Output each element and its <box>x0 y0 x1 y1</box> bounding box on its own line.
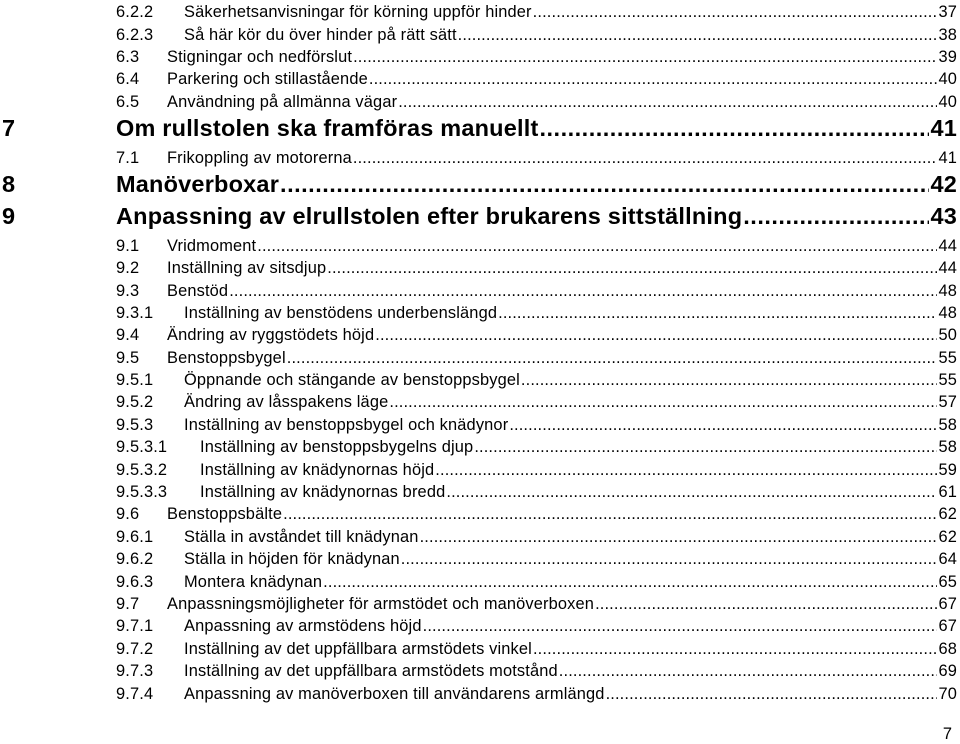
toc-entry-number: 9.7 <box>116 595 140 613</box>
dot-leader <box>423 618 938 634</box>
toc-entry-number: 9.6.3 <box>116 573 154 591</box>
toc-entry-title: Ändring av ryggstödets höjd <box>167 326 375 344</box>
toc-entry[interactable] <box>116 237 957 255</box>
toc-entry-page-number: 62 <box>938 528 957 546</box>
toc-entry[interactable] <box>2 203 957 229</box>
dot-leader <box>375 327 937 343</box>
dot-leader <box>280 173 929 197</box>
toc-entry-page-number: 65 <box>938 573 957 591</box>
toc-entry-title: Ändring av låsspakens läge <box>184 393 389 411</box>
toc-entry-page-number: 38 <box>938 26 957 44</box>
toc-entry[interactable] <box>2 171 957 197</box>
toc-entry-number: 9 <box>2 203 16 229</box>
toc-entry-page-number: 43 <box>930 203 957 229</box>
dot-leader <box>559 663 938 679</box>
toc-entry[interactable] <box>116 371 957 389</box>
toc-entry-number: 9.5.3.2 <box>116 461 168 479</box>
toc-entry[interactable] <box>116 304 957 322</box>
toc-entry[interactable] <box>116 259 957 277</box>
dot-leader <box>323 574 937 590</box>
toc-entry-number: 9.5.1 <box>116 371 154 389</box>
toc-entry-number: 6.4 <box>116 70 140 88</box>
dot-leader <box>420 529 938 545</box>
toc-entry[interactable] <box>116 550 957 568</box>
toc-entry[interactable] <box>116 393 957 411</box>
toc-entry[interactable] <box>116 595 957 613</box>
toc-entry-number: 7.1 <box>116 149 140 167</box>
toc-entry-page-number: 48 <box>938 304 957 322</box>
toc-entry-title: Inställning av knädynornas bredd <box>200 483 446 501</box>
toc-entry[interactable] <box>116 528 957 546</box>
dot-leader <box>353 49 937 65</box>
toc-entry[interactable] <box>2 115 957 141</box>
toc-entry-page-number: 50 <box>938 326 957 344</box>
toc-entry-page-number: 69 <box>938 662 957 680</box>
dot-leader <box>353 150 938 166</box>
toc-entry[interactable] <box>116 70 957 88</box>
toc-entry-title: Inställning av sitsdjup <box>167 259 327 277</box>
toc-entry-page-number: 58 <box>938 416 957 434</box>
dot-leader <box>540 117 930 141</box>
toc-entry-page-number: 40 <box>938 70 957 88</box>
toc-entry-title: Inställning av benstödens underbenslängd <box>184 304 498 322</box>
toc-entry-number: 9.1 <box>116 237 140 255</box>
toc-entry[interactable] <box>116 93 957 111</box>
toc-entry[interactable] <box>116 617 957 635</box>
dot-leader <box>327 260 937 276</box>
toc-entry-page-number: 41 <box>938 149 957 167</box>
toc-entry-title: Benstoppsbälte <box>167 505 283 523</box>
toc-entry-page-number: 61 <box>938 483 957 501</box>
toc-entry[interactable] <box>116 505 957 523</box>
toc-entry-title: Inställning av det uppfällbara armstödets vinkel <box>184 640 532 658</box>
dot-leader <box>229 283 937 299</box>
dot-leader <box>533 4 938 20</box>
toc-entry-number: 6.2.3 <box>116 26 154 44</box>
toc-entry-title: Om rullstolen ska framföras manuellt <box>116 115 539 141</box>
toc-entry-page-number: 44 <box>938 237 957 255</box>
toc-entry-title: Benstoppsbygel <box>167 349 286 367</box>
toc-entry-number: 9.6.1 <box>116 528 154 546</box>
toc-entry-number: 6.5 <box>116 93 140 111</box>
toc-entry-number: 9.7.1 <box>116 617 154 635</box>
toc-entry-number: 9.5.3.1 <box>116 438 168 456</box>
toc-entry-title: Inställning av det uppfällbara armstödets motstånd <box>184 662 558 680</box>
toc-entry-page-number: 67 <box>938 617 957 635</box>
toc-entry-title: Stigningar och nedförslut <box>167 48 353 66</box>
toc-entry[interactable] <box>116 438 957 456</box>
toc-entry-number: 9.5.3.3 <box>116 483 168 501</box>
toc-entry-page-number: 68 <box>938 640 957 658</box>
toc-entry-number: 6.2.2 <box>116 3 154 21</box>
toc-entry-title: Anpassningsmöjligheter för armstödet och manöverboxen <box>167 595 595 613</box>
dot-leader <box>435 462 937 478</box>
dot-leader <box>498 305 937 321</box>
dot-leader <box>521 372 938 388</box>
toc-entry[interactable] <box>116 483 957 501</box>
toc-entry-number: 9.7.2 <box>116 640 154 658</box>
toc-entry-title: Ställa in höjden för knädynan <box>184 550 400 568</box>
toc-entry-title: Inställning av knädynornas höjd <box>200 461 435 479</box>
dot-leader <box>446 484 937 500</box>
toc-entry-number: 9.2 <box>116 259 140 277</box>
dot-leader <box>389 394 937 410</box>
toc-entry-page-number: 64 <box>938 550 957 568</box>
dot-leader <box>257 238 937 254</box>
toc-entry-number: 9.5 <box>116 349 140 367</box>
toc-entry-number: 8 <box>2 171 16 197</box>
toc-entry[interactable] <box>116 26 957 44</box>
toc-entry[interactable] <box>116 640 957 658</box>
toc-entry-number: 6.3 <box>116 48 140 66</box>
toc-entry-title: Manöverboxar <box>116 171 280 197</box>
toc-entry-page-number: 44 <box>938 259 957 277</box>
toc-entry-title: Frikoppling av motorerna <box>167 149 352 167</box>
toc-entry-title: Benstöd <box>167 282 229 300</box>
dot-leader <box>369 71 938 87</box>
toc-entry-page-number: 70 <box>938 685 957 703</box>
dot-leader <box>398 94 937 110</box>
toc-entry-page-number: 67 <box>938 595 957 613</box>
toc-entry-title: Så här kör du över hinder på rätt sätt <box>184 26 457 44</box>
dot-leader <box>401 551 938 567</box>
toc-entry-title: Montera knädynan <box>184 573 323 591</box>
toc-entry-title: Vridmoment <box>167 237 257 255</box>
toc-entry-title: Användning på allmänna vägar <box>167 93 398 111</box>
toc-entry-title: Inställning av benstoppsbygelns djup <box>200 438 474 456</box>
toc-entry[interactable] <box>116 48 957 66</box>
toc-entry-page-number: 59 <box>938 461 957 479</box>
toc-entry[interactable] <box>116 416 957 434</box>
toc-entry-title: Säkerhetsanvisningar för körning uppför hinder <box>184 3 532 21</box>
toc-entry-title: Anpassning av elrullstolen efter brukarens sittställning <box>116 203 743 229</box>
dot-leader <box>474 439 937 455</box>
toc-entry[interactable] <box>116 573 957 591</box>
toc-entry-number: 9.3.1 <box>116 304 154 322</box>
toc-entry-number: 9.5.3 <box>116 416 154 434</box>
toc-entry-number: 9.6 <box>116 505 140 523</box>
toc-entry[interactable] <box>116 662 957 680</box>
dot-leader <box>533 641 937 657</box>
toc-entry-title: Parkering och stillastående <box>167 70 368 88</box>
toc-entry-page-number: 39 <box>938 48 957 66</box>
toc-entry-number: 9.7.3 <box>116 662 154 680</box>
toc-entry-page-number: 62 <box>938 505 957 523</box>
dot-leader <box>743 205 929 229</box>
toc-entry-page-number: 42 <box>930 171 957 197</box>
toc-entry-page-number: 55 <box>938 371 957 389</box>
toc-entry-page-number: 55 <box>938 349 957 367</box>
toc-entry[interactable] <box>116 685 957 703</box>
toc-entry-page-number: 57 <box>938 393 957 411</box>
toc-entry[interactable] <box>116 3 957 21</box>
toc-entry-title: Anpassning av manöverboxen till användarens armlängd <box>184 685 605 703</box>
toc-entry-number: 9.7.4 <box>116 685 154 703</box>
dot-leader <box>283 506 937 522</box>
toc-entry-title: Anpassning av armstödens höjd <box>184 617 422 635</box>
toc-entry[interactable] <box>116 326 957 344</box>
toc-entry-number: 9.4 <box>116 326 140 344</box>
toc-entry-number: 9.3 <box>116 282 140 300</box>
toc-entry-title: Öppnande och stängande av benstoppsbygel <box>184 371 520 389</box>
toc-entry-page-number: 58 <box>938 438 957 456</box>
dot-leader <box>287 350 938 366</box>
toc-entry-page-number: 41 <box>930 115 957 141</box>
dot-leader <box>595 596 937 612</box>
toc-entry-title: Ställa in avståndet till knädynan <box>184 528 419 546</box>
toc-entry-page-number: 48 <box>938 282 957 300</box>
dot-leader <box>606 686 938 702</box>
toc-entry-number: 9.5.2 <box>116 393 154 411</box>
toc-entry-number: 9.6.2 <box>116 550 154 568</box>
toc-entry-page-number: 40 <box>938 93 957 111</box>
toc-entry-number: 7 <box>2 115 16 141</box>
dot-leader <box>509 417 937 433</box>
toc-entry[interactable] <box>116 149 957 167</box>
toc-entry-title: Inställning av benstoppsbygel och knädynor <box>184 416 509 434</box>
toc-entry[interactable] <box>116 349 957 367</box>
toc-entry[interactable] <box>116 461 957 479</box>
toc-entry[interactable] <box>116 282 957 300</box>
toc-entry-page-number: 37 <box>938 3 957 21</box>
page-number: 7 <box>942 725 952 743</box>
dot-leader <box>458 27 938 43</box>
